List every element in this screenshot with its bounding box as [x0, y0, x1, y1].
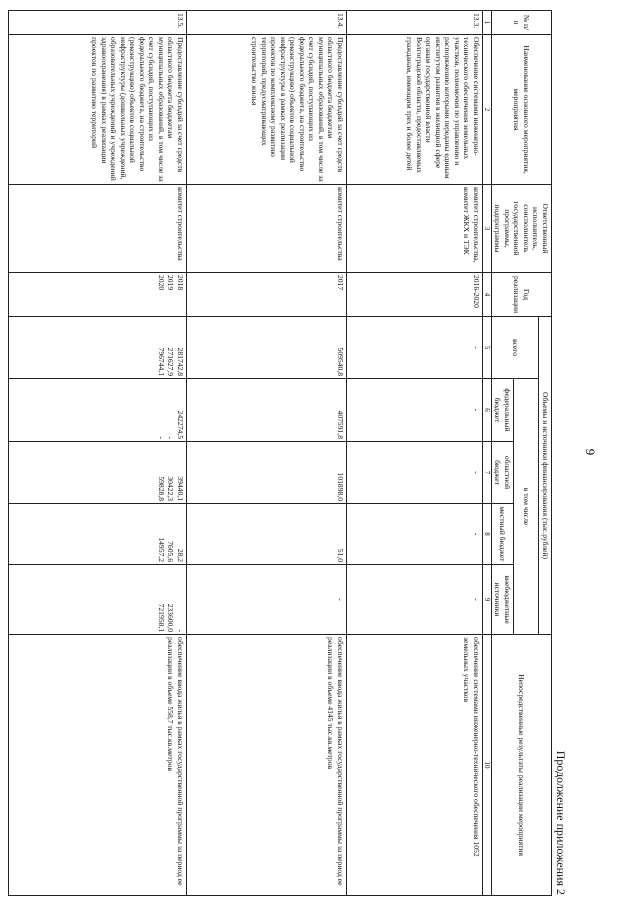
row-years	[9, 273, 187, 317]
col-number: 10	[483, 635, 492, 896]
row-name: Предоставление субсидий за счет средств областного бюджета бюджетам муниципальных образований, в том числе за счет субсидий, поступающих из федерального бюджета, на строительство (реконструкцию) объектов социальной инфраструктуры (дошкольных учреждений, образовательных учреждений и учреждений здравоохранения) в рамках реализации проектов по развитию территорий	[9, 35, 187, 185]
table-row	[9, 11, 187, 896]
row-regional: 101898,0	[187, 442, 347, 504]
row-executor: комитет строительства	[9, 185, 187, 273]
row-regionals	[9, 442, 187, 504]
row-name: Предоставление субсидий за счет средств областного бюджета бюджетам муниципальных образований, в том числе за счет субсидий, поступающих из федерального бюджета, на строительство (реконструкцию) объектов социальной инфраструктуры в рамках реализации проектов по комплексному развитию территорий, предусматривающих строительство жилья	[187, 35, 347, 185]
header-num: № п/п	[492, 11, 552, 35]
regional-value: 30422,3	[166, 476, 176, 501]
federal-value: 242274,5	[176, 410, 185, 439]
page-number: 9	[583, 448, 598, 456]
col-number: 9	[483, 565, 492, 635]
col-number: 8	[483, 504, 492, 565]
federal-value: -	[157, 436, 166, 439]
col-number: 3	[483, 185, 492, 273]
row-total: 509540,8	[187, 317, 347, 379]
header-funding: Объемы и источники финансирования (тыс.рублей)	[539, 317, 552, 635]
row-year: 2017	[187, 273, 347, 317]
row-federal: 407591,8	[187, 379, 347, 442]
year-value: 2020	[157, 275, 166, 291]
local-value: 28,2	[176, 548, 185, 562]
row-result: обеспечение ввода жилья в рамках государственной программы за период ее реализации в объеме 558,7 тыс.кв.метров	[9, 635, 187, 896]
total-value: 271627,9	[166, 347, 176, 376]
row-num: 13.3.	[347, 11, 483, 35]
header-year: Год реализации	[492, 273, 552, 317]
row-federal: -	[347, 379, 483, 442]
extra-value: 233600,0	[166, 603, 176, 633]
column-numbers-row	[483, 11, 492, 896]
col-number: 4	[483, 273, 492, 317]
header-total: всего	[492, 317, 540, 379]
row-num: 13.4.	[187, 11, 347, 35]
local-value: 7605,6	[166, 541, 176, 562]
total-value: 281742,8	[176, 347, 185, 376]
regional-value: 39440,1	[176, 476, 185, 501]
col-number: 6	[483, 379, 492, 442]
row-local: 51,0	[187, 504, 347, 565]
header-local: местный бюджет	[492, 504, 514, 565]
header-name: Наименование основного мероприятия, мероприятия	[492, 35, 552, 185]
row-extras	[9, 565, 187, 635]
continuation-label: Продолжение приложения 2	[554, 750, 568, 895]
local-value: 14957,2	[157, 537, 166, 562]
header-incl: в том числе	[514, 379, 540, 635]
year-value: 2018	[176, 275, 185, 291]
table-row	[347, 11, 483, 896]
row-result: обеспечение системами инженерно-технического обеспечения 1052 земельных участков	[347, 635, 483, 896]
rotated-page	[8, 10, 568, 895]
year-value: 2019	[166, 275, 176, 291]
row-name: Обеспечение системами инженерно-технического обеспечения земельных участков, полномочия по управлению и распоряжению которыми переданы единым институтом развития в жилищной сфере органам государственной власти Волгоградской области, предоставляемых гражданам, имеющим трех и более детей	[347, 35, 483, 185]
row-extra: -	[347, 565, 483, 635]
row-total: -	[347, 317, 483, 379]
col-number: 7	[483, 442, 492, 504]
regional-value: 59828,8	[157, 476, 166, 501]
row-result: обеспечение ввода жилья в рамках государственной программы за период ее реализации в объеме 4145 тыс.кв.метров	[187, 635, 347, 896]
col-number: 5	[483, 317, 492, 379]
row-extra: -	[187, 565, 347, 635]
row-year: 2016-2020	[347, 273, 483, 317]
header-executor: Ответственный исполнитель, соисполнитель государственной программы, подпрограммы	[492, 185, 552, 273]
col-number: 1	[483, 11, 492, 35]
row-local: -	[347, 504, 483, 565]
header-results: Непосредственные результаты реализации мероприятия	[492, 635, 552, 896]
row-regional: -	[347, 442, 483, 504]
extra-value: -	[176, 629, 185, 633]
table-row	[187, 11, 347, 896]
row-locals	[9, 504, 187, 565]
measures-table	[8, 10, 552, 896]
row-totals	[9, 317, 187, 379]
federal-value: -	[166, 436, 176, 439]
row-executor: комитет строительства	[187, 185, 347, 273]
row-num: 13.5.	[9, 11, 187, 35]
row-federals	[9, 379, 187, 442]
header-regional: областной бюджет	[492, 442, 514, 504]
col-number: 2	[483, 35, 492, 185]
extra-value: 721958,1	[157, 603, 166, 633]
header-extra: внебюджетные источники	[492, 565, 514, 635]
total-value: 796744,1	[157, 347, 166, 376]
header-federal: федеральный бюджет	[492, 379, 514, 442]
row-executor: комитет строительства, комитет ЖКХ и ТЭК	[347, 185, 483, 273]
